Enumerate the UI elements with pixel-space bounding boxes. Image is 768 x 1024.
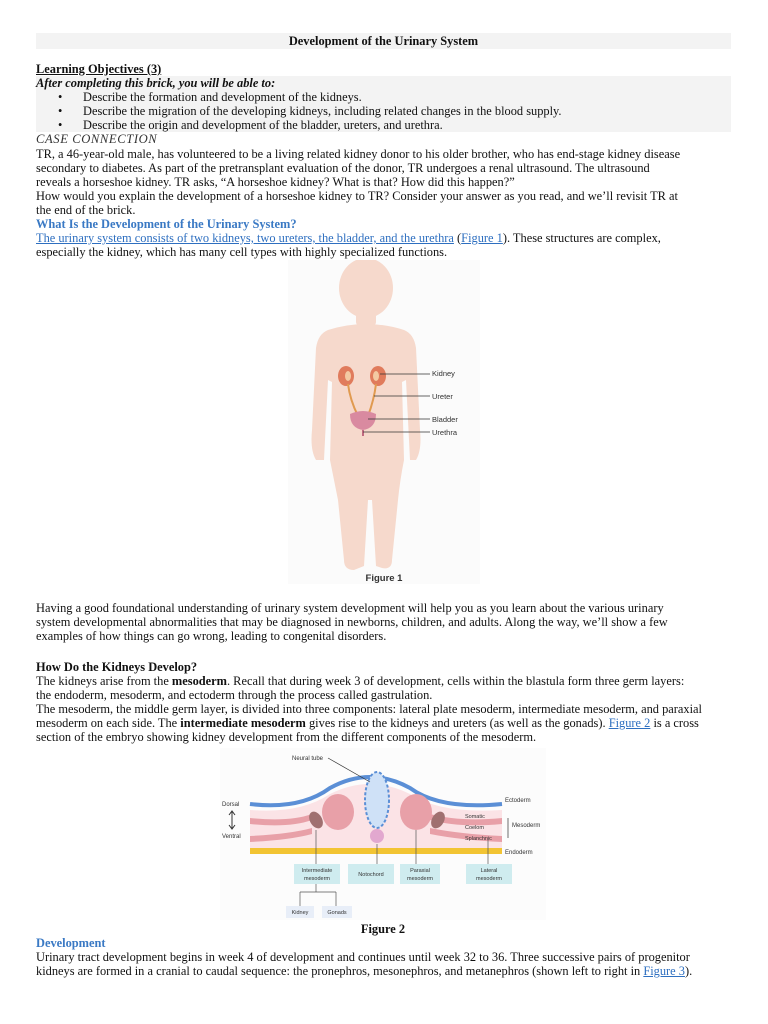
foundation-line: examples of how things can go wrong, leading to congenital disorders. bbox=[36, 629, 387, 643]
box-intermediate-2: mesoderm bbox=[304, 876, 330, 882]
text-run: ). These structures are complex, bbox=[502, 231, 661, 245]
case-heading: CASE CONNECTION bbox=[36, 132, 158, 146]
label-ectoderm: Ectoderm bbox=[505, 798, 531, 804]
embryo-cross-section-diagram bbox=[220, 748, 546, 920]
objective-item: • Describe the migration of the developing kidneys, including related changes in the blood supply. bbox=[58, 104, 562, 118]
term-intermediate-mesoderm: intermediate mesoderm bbox=[180, 716, 306, 730]
objective-item: • Describe the origin and development of the bladder, ureters, and urethra. bbox=[58, 118, 562, 132]
figure2 bbox=[220, 748, 546, 920]
box-paraxial-1: Paraxial bbox=[410, 868, 430, 874]
what-line: especially the kidney, which has many cell types with highly specialized functions. bbox=[36, 245, 448, 259]
box-gonads: Gonads bbox=[327, 910, 347, 916]
label-kidney: Kidney bbox=[432, 369, 455, 378]
label-coelom: Coelom bbox=[465, 825, 484, 831]
case-line: the end of the brick. bbox=[36, 203, 136, 217]
case-paragraph bbox=[36, 147, 736, 217]
section-heading-development: Development bbox=[36, 936, 106, 950]
label-neural-tube: Neural tube bbox=[292, 756, 324, 762]
development-line: Urinary tract development begins in week 4 of development and continues until week 32 to 36. Three successive pairs of progenitor bbox=[36, 950, 690, 964]
label-urethra: Urethra bbox=[432, 428, 458, 437]
text-run: gives rise to the kidneys and ureters (as well as the gonads). bbox=[305, 716, 609, 730]
text-run: . Recall that during week 3 of development, cells within the blastula form three germ layers: bbox=[226, 674, 685, 688]
kidneys-line: The mesoderm, the middle germ layer, is divided into three components: lateral plate mesoderm, intermediate mesoderm, and paraxial bbox=[36, 702, 702, 716]
text-run: mesoderm on each side. The bbox=[36, 716, 181, 730]
label-bladder: Bladder bbox=[432, 415, 458, 424]
label-splanchnic: Splanchnic bbox=[465, 836, 492, 842]
kidneys-line: section of the embryo showing kidney development from the different components of the mesoderm. bbox=[36, 730, 537, 744]
text-run: kidneys are formed in a cranial to caudal sequence: the pronephros, mesonephros, and metanephros (shown left to right in bbox=[36, 964, 644, 978]
box-paraxial-2: mesoderm bbox=[407, 876, 433, 882]
case-line: TR, a 46-year-old male, has volunteered to be a living related kidney donor to his older brother, who has end-stage kidney disease bbox=[36, 147, 681, 161]
mesoderm-boxes bbox=[286, 864, 512, 918]
text-run: ). bbox=[684, 964, 693, 978]
objectives-heading: Learning Objectives (3) bbox=[36, 62, 162, 76]
text-run: The kidneys arise from the bbox=[36, 674, 172, 688]
urinary-system-link[interactable]: The urinary system consists of two kidneys, two ureters, the bladder, and the urethra bbox=[36, 231, 454, 245]
what-paragraph bbox=[36, 231, 736, 259]
section-heading-kidneys: How Do the Kidneys Develop? bbox=[36, 660, 198, 674]
foundation-paragraph bbox=[36, 601, 736, 643]
figure1 bbox=[288, 260, 480, 584]
kidneys-paragraph bbox=[36, 674, 736, 744]
box-lateral-2: mesoderm bbox=[476, 876, 502, 882]
figure2-link[interactable]: Figure 2 bbox=[608, 716, 651, 730]
label-somatic: Somatic bbox=[465, 814, 485, 820]
box-kidney: Kidney bbox=[291, 910, 309, 916]
figure1-link[interactable]: Figure 1 bbox=[461, 231, 503, 245]
label-ureter: Ureter bbox=[432, 392, 453, 401]
case-line: How would you explain the development of a horseshoe kidney to TR? Consider your answer as you read, and we’ll revisit TR at bbox=[36, 189, 678, 203]
kidneys-line: the endoderm, mesoderm, and ectoderm through the process called gastrulation. bbox=[36, 688, 433, 702]
box-notochord: Notochord bbox=[358, 872, 384, 878]
text-run: is a cross bbox=[650, 716, 699, 730]
document-title: Development of the Urinary System bbox=[288, 34, 479, 48]
label-endoderm: Endoderm bbox=[505, 850, 533, 856]
figure1-caption: Figure 1 bbox=[365, 573, 403, 584]
figure2-caption: Figure 2 bbox=[360, 922, 406, 936]
box-lateral-1: Lateral bbox=[480, 868, 498, 874]
objectives-list bbox=[58, 90, 562, 132]
foundation-line: system developmental abnormalities that may be diagnosed in newborns, children, and adults. Along the way, we’ll show a few bbox=[36, 615, 668, 629]
box-intermediate-1: Intermediate bbox=[301, 868, 333, 874]
text-run: ( bbox=[453, 231, 462, 245]
label-mesoderm: Mesoderm bbox=[512, 823, 541, 829]
label-ventral: Ventral bbox=[222, 834, 241, 840]
figure3-link[interactable]: Figure 3 bbox=[643, 964, 685, 978]
term-mesoderm: mesoderm bbox=[171, 674, 227, 688]
foundation-line: Having a good foundational understanding of urinary system development will help you as you learn about the various urinary bbox=[36, 601, 664, 615]
label-dorsal: Dorsal bbox=[222, 802, 240, 808]
human-body-illustration bbox=[288, 260, 480, 584]
case-line: secondary to diabetes. As part of the pretransplant evaluation of the donor, TR undergoes a renal ultrasound. The ultrasound bbox=[36, 161, 650, 175]
development-paragraph bbox=[36, 950, 736, 978]
case-line: reveals a horseshoe kidney. TR asks, “A horseshoe kidney? What is that? How did this happen?” bbox=[36, 175, 515, 189]
objectives-intro: After completing this brick, you will be able to: bbox=[36, 76, 276, 90]
objective-item: • Describe the formation and development of the kidneys. bbox=[58, 90, 562, 104]
section-heading-what: What Is the Development of the Urinary System? bbox=[36, 217, 297, 231]
